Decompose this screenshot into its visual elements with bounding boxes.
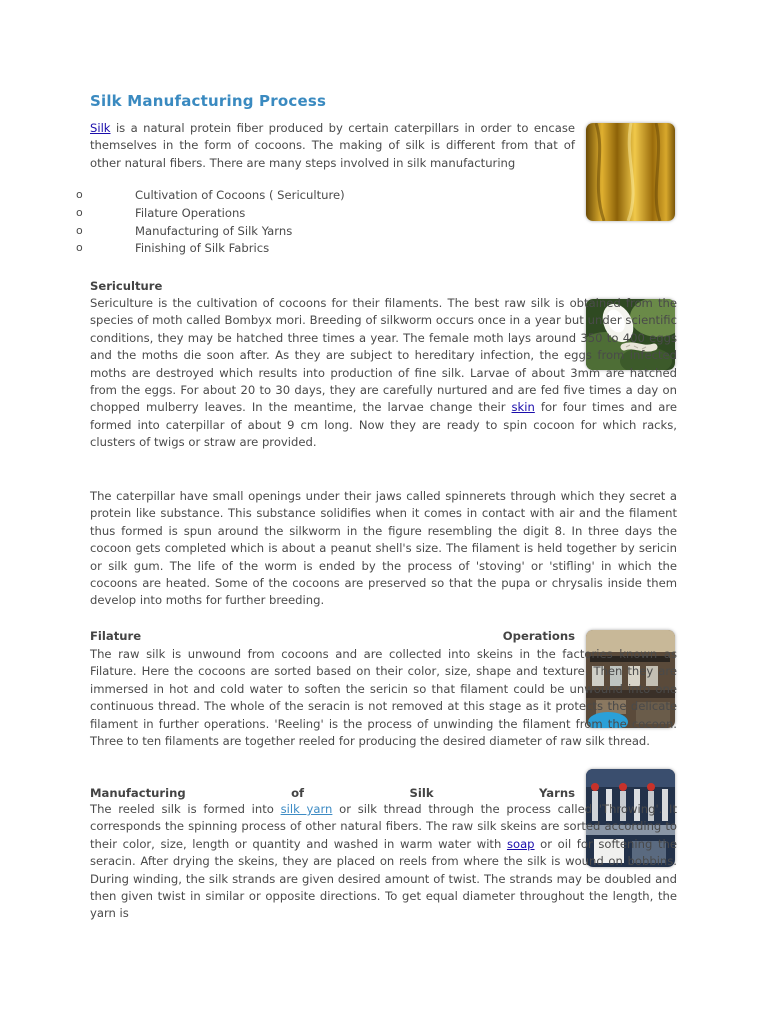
yarns-paragraph	[90, 801, 677, 923]
step-label: Finishing of Silk Fabrics	[135, 241, 270, 256]
skin-link[interactable]: skin	[511, 400, 535, 415]
yarns-heading-word-1: Manufacturing	[90, 786, 186, 800]
silk-yarn-link[interactable]: silk yarn	[280, 802, 333, 816]
yarns-text-3: or oil for softening the seracin. After drying the skeins, they are placed on reels from where the silk is wound on bobbins. During winding, the silk strands are given desired amount of twist. The strands may be doubled and then given twist in similar or opposite directions. To get equal diameter throughout the length, the yarn is	[90, 836, 677, 921]
bullet-icon: o	[76, 188, 83, 201]
step-label: Filature Operations	[135, 205, 246, 220]
sericulture-heading: Sericulture	[90, 279, 163, 293]
filature-heading-left: Filature	[90, 629, 142, 643]
sericulture-paragraph-1	[90, 295, 677, 452]
yarns-heading-word-2: of	[291, 786, 305, 800]
intro-text: is a natural protein fiber produced by certain caterpillars in order to encase themselves in the form of cocoons. The making of silk is different from that of other natural fibers. There are many steps involved in silk manufacturing	[90, 121, 575, 170]
step-label: Manufacturing of Silk Yarns	[135, 223, 293, 238]
list-item	[76, 206, 345, 224]
filature-heading	[90, 629, 575, 643]
yarns-heading-word-4: Yarns	[538, 786, 575, 800]
list-item	[76, 188, 345, 206]
intro-paragraph	[90, 120, 575, 172]
filature-paragraph: The raw silk is unwound from cocoons and are collected into skeins in the factories known as Filature. Here the cocoons are sorted based on their color, size, shape and texture. Then they are immersed in hot and cold water to soften the sericin so that filament could be unwound into one continuous thread. The whole of the seracin is not removed at this stage as it protects the delicate filament in further operations. 'Reeling' is the process of unwinding the filament from the cocoon. Three to ten filaments are together reeled for producing the desired diameter of raw silk thread.	[90, 647, 677, 749]
yarns-text-2: or silk thread through the process called 'Throwing'. It corresponds the spinning process of other natural fibers. The raw silk skeins are sorted according to their color, size, length or quantity and washed in warm water with	[90, 802, 678, 851]
list-item	[76, 224, 345, 242]
yarns-heading	[90, 786, 575, 800]
soap-link[interactable]: soap	[506, 836, 535, 851]
sericulture-text-1: Sericulture is the cultivation of cocoons for their filaments. The best raw silk is obtained from the species of moth called Bombyx mori. Breeding of silkworm occurs once in a year but under scientific conditions, they may be hatched three times a year. The female moth lays around 350 to 400 eggs and the moths die soon after. As they are subject to hereditary infection, the eggs from infected moths are destroyed which results into production of fine silk. Larvae of about 3mm are hatched from the eggs. For about 20 to 30 days, they are carefully nurtured and are fed five times a day on chopped mulberry leaves. In the meantime, the larvae change their	[90, 296, 677, 415]
yarns-heading-word-3: Silk	[409, 786, 434, 800]
list-item	[76, 241, 345, 259]
sericulture-text-2: for four times and are formed into caterpillar of about 9 cm long. Now they are ready to spin cocoon for which racks, clusters of twigs or straw are provided.	[90, 400, 677, 450]
bullet-icon: o	[76, 241, 83, 255]
process-steps-list	[76, 188, 345, 259]
filature-heading-right: Operations	[502, 629, 575, 643]
bullet-icon: o	[76, 205, 83, 219]
step-label: Cultivation of Cocoons ( Sericulture)	[135, 188, 345, 202]
silk-link[interactable]: Silk	[90, 121, 111, 135]
yarns-text-1: The reeled silk is formed into	[90, 802, 281, 816]
bullet-icon: o	[76, 223, 83, 237]
sericulture-paragraph-2: The caterpillar have small openings under their jaws called spinnerets through which they secret a protein like substance. This substance solidifies when it comes in contact with air and the filament thus formed is spun around the silkworm in the figure resembling the digit 8. In three days the cocoon gets completed which is about a peanut shell's size. The filament is held together by sericin or silk gum. The life of the worm is ended by the process of 'stoving' or 'stifling' in which the cocoons are heated. Some of the cocoons are preserved so that the pupa or chrysalis inside them develop into moths for further breeding.	[90, 489, 677, 608]
silk-fabric-image	[586, 123, 675, 221]
page-title: Silk Manufacturing Process	[90, 92, 327, 110]
